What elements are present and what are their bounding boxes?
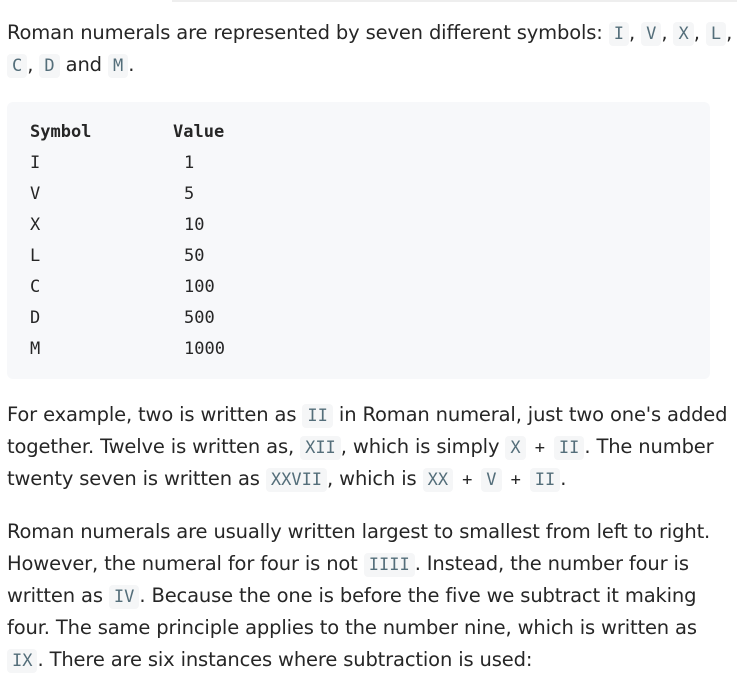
- and-text: and: [59, 53, 108, 76]
- subtraction-line-2: [7, 548, 732, 580]
- symbol-value-code-block: [7, 102, 710, 379]
- row-symbol: V: [30, 184, 41, 204]
- row-value: 10: [184, 215, 205, 235]
- text: , which is simply: [340, 435, 506, 458]
- row-symbol: M: [30, 339, 41, 359]
- row-symbol: I: [30, 153, 41, 173]
- example-line-2: [7, 431, 732, 463]
- code-xx: XX: [423, 468, 453, 492]
- top-divider: [172, 0, 737, 2]
- text: , which is: [327, 467, 423, 490]
- code-xii: XII: [300, 436, 341, 460]
- text: . Instead, the number four is: [414, 552, 689, 575]
- code-v: V: [481, 468, 501, 492]
- separator: ,: [726, 21, 733, 44]
- table-row: [7, 334, 710, 365]
- row-value: 1: [184, 153, 195, 173]
- example-line-3: [7, 463, 732, 495]
- code-symbol-x: X: [673, 22, 693, 46]
- separator: ,: [629, 21, 642, 44]
- separator: ,: [661, 21, 674, 44]
- code-x: X: [505, 436, 525, 460]
- row-symbol: D: [30, 308, 41, 328]
- header-symbol: Symbol: [30, 122, 92, 142]
- code-symbol-d: D: [39, 54, 59, 78]
- plus-sign: +: [510, 470, 521, 490]
- text: . There are six instances where subtraction is used:: [37, 648, 533, 671]
- code-ii: II: [302, 404, 332, 428]
- table-row: [7, 148, 710, 179]
- row-value: 1000: [184, 339, 225, 359]
- row-value: 5: [184, 184, 195, 204]
- subtraction-line-1: Roman numerals are usually written largest to smallest from left to right.: [7, 520, 711, 543]
- text: together. Twelve is written as,: [7, 435, 301, 458]
- table-header: [7, 117, 710, 148]
- row-value: 100: [184, 277, 215, 297]
- code-iiii: IIII: [364, 553, 415, 577]
- example-paragraph: [7, 399, 732, 495]
- code-xxvii: XXVII: [266, 468, 327, 492]
- table-row: [7, 241, 710, 272]
- code-ii: II: [554, 436, 584, 460]
- separator: ,: [27, 53, 40, 76]
- code-symbol-c: C: [7, 54, 27, 78]
- subtraction-line-4: four. The same principle applies to the number nine, which is written as: [7, 616, 697, 639]
- table-row: [7, 210, 710, 241]
- row-symbol: L: [30, 246, 41, 266]
- text: However, the numeral for four is not: [7, 552, 364, 575]
- subtraction-line-5: [7, 644, 732, 676]
- period: .: [128, 53, 135, 76]
- text: . Because the one is before the five we subtract it making: [139, 584, 697, 607]
- separator: ,: [693, 21, 706, 44]
- text: written as: [7, 584, 109, 607]
- row-symbol: C: [30, 277, 41, 297]
- row-symbol: X: [30, 215, 41, 235]
- plus-sign: +: [534, 438, 545, 458]
- table-row: [7, 303, 710, 334]
- example-line-1: [7, 399, 732, 431]
- text: in Roman numeral, just two one's added: [332, 403, 728, 426]
- code-symbol-i: I: [609, 22, 629, 46]
- subtraction-paragraph: [7, 516, 732, 676]
- row-value: 500: [184, 308, 215, 328]
- intro-line-1: [7, 17, 732, 49]
- text: . The number: [584, 435, 714, 458]
- code-iv: IV: [109, 585, 139, 609]
- intro-paragraph: [7, 17, 732, 81]
- code-symbol-m: M: [108, 54, 128, 78]
- code-ix: IX: [7, 649, 37, 673]
- intro-line-2: [7, 49, 732, 81]
- table-row: [7, 272, 710, 303]
- row-value: 50: [184, 246, 205, 266]
- text: twenty seven is written as: [7, 467, 266, 490]
- subtraction-line-3: [7, 580, 732, 612]
- code-symbol-l: L: [706, 22, 726, 46]
- plus-sign: +: [462, 470, 473, 490]
- code-ii: II: [530, 468, 560, 492]
- header-value: Value: [173, 122, 225, 142]
- table-row: [7, 179, 710, 210]
- intro-text: Roman numerals are represented by seven different symbols:: [7, 21, 609, 44]
- code-symbol-v: V: [641, 22, 661, 46]
- text: .: [560, 467, 567, 490]
- text: For example, two is written as: [7, 403, 303, 426]
